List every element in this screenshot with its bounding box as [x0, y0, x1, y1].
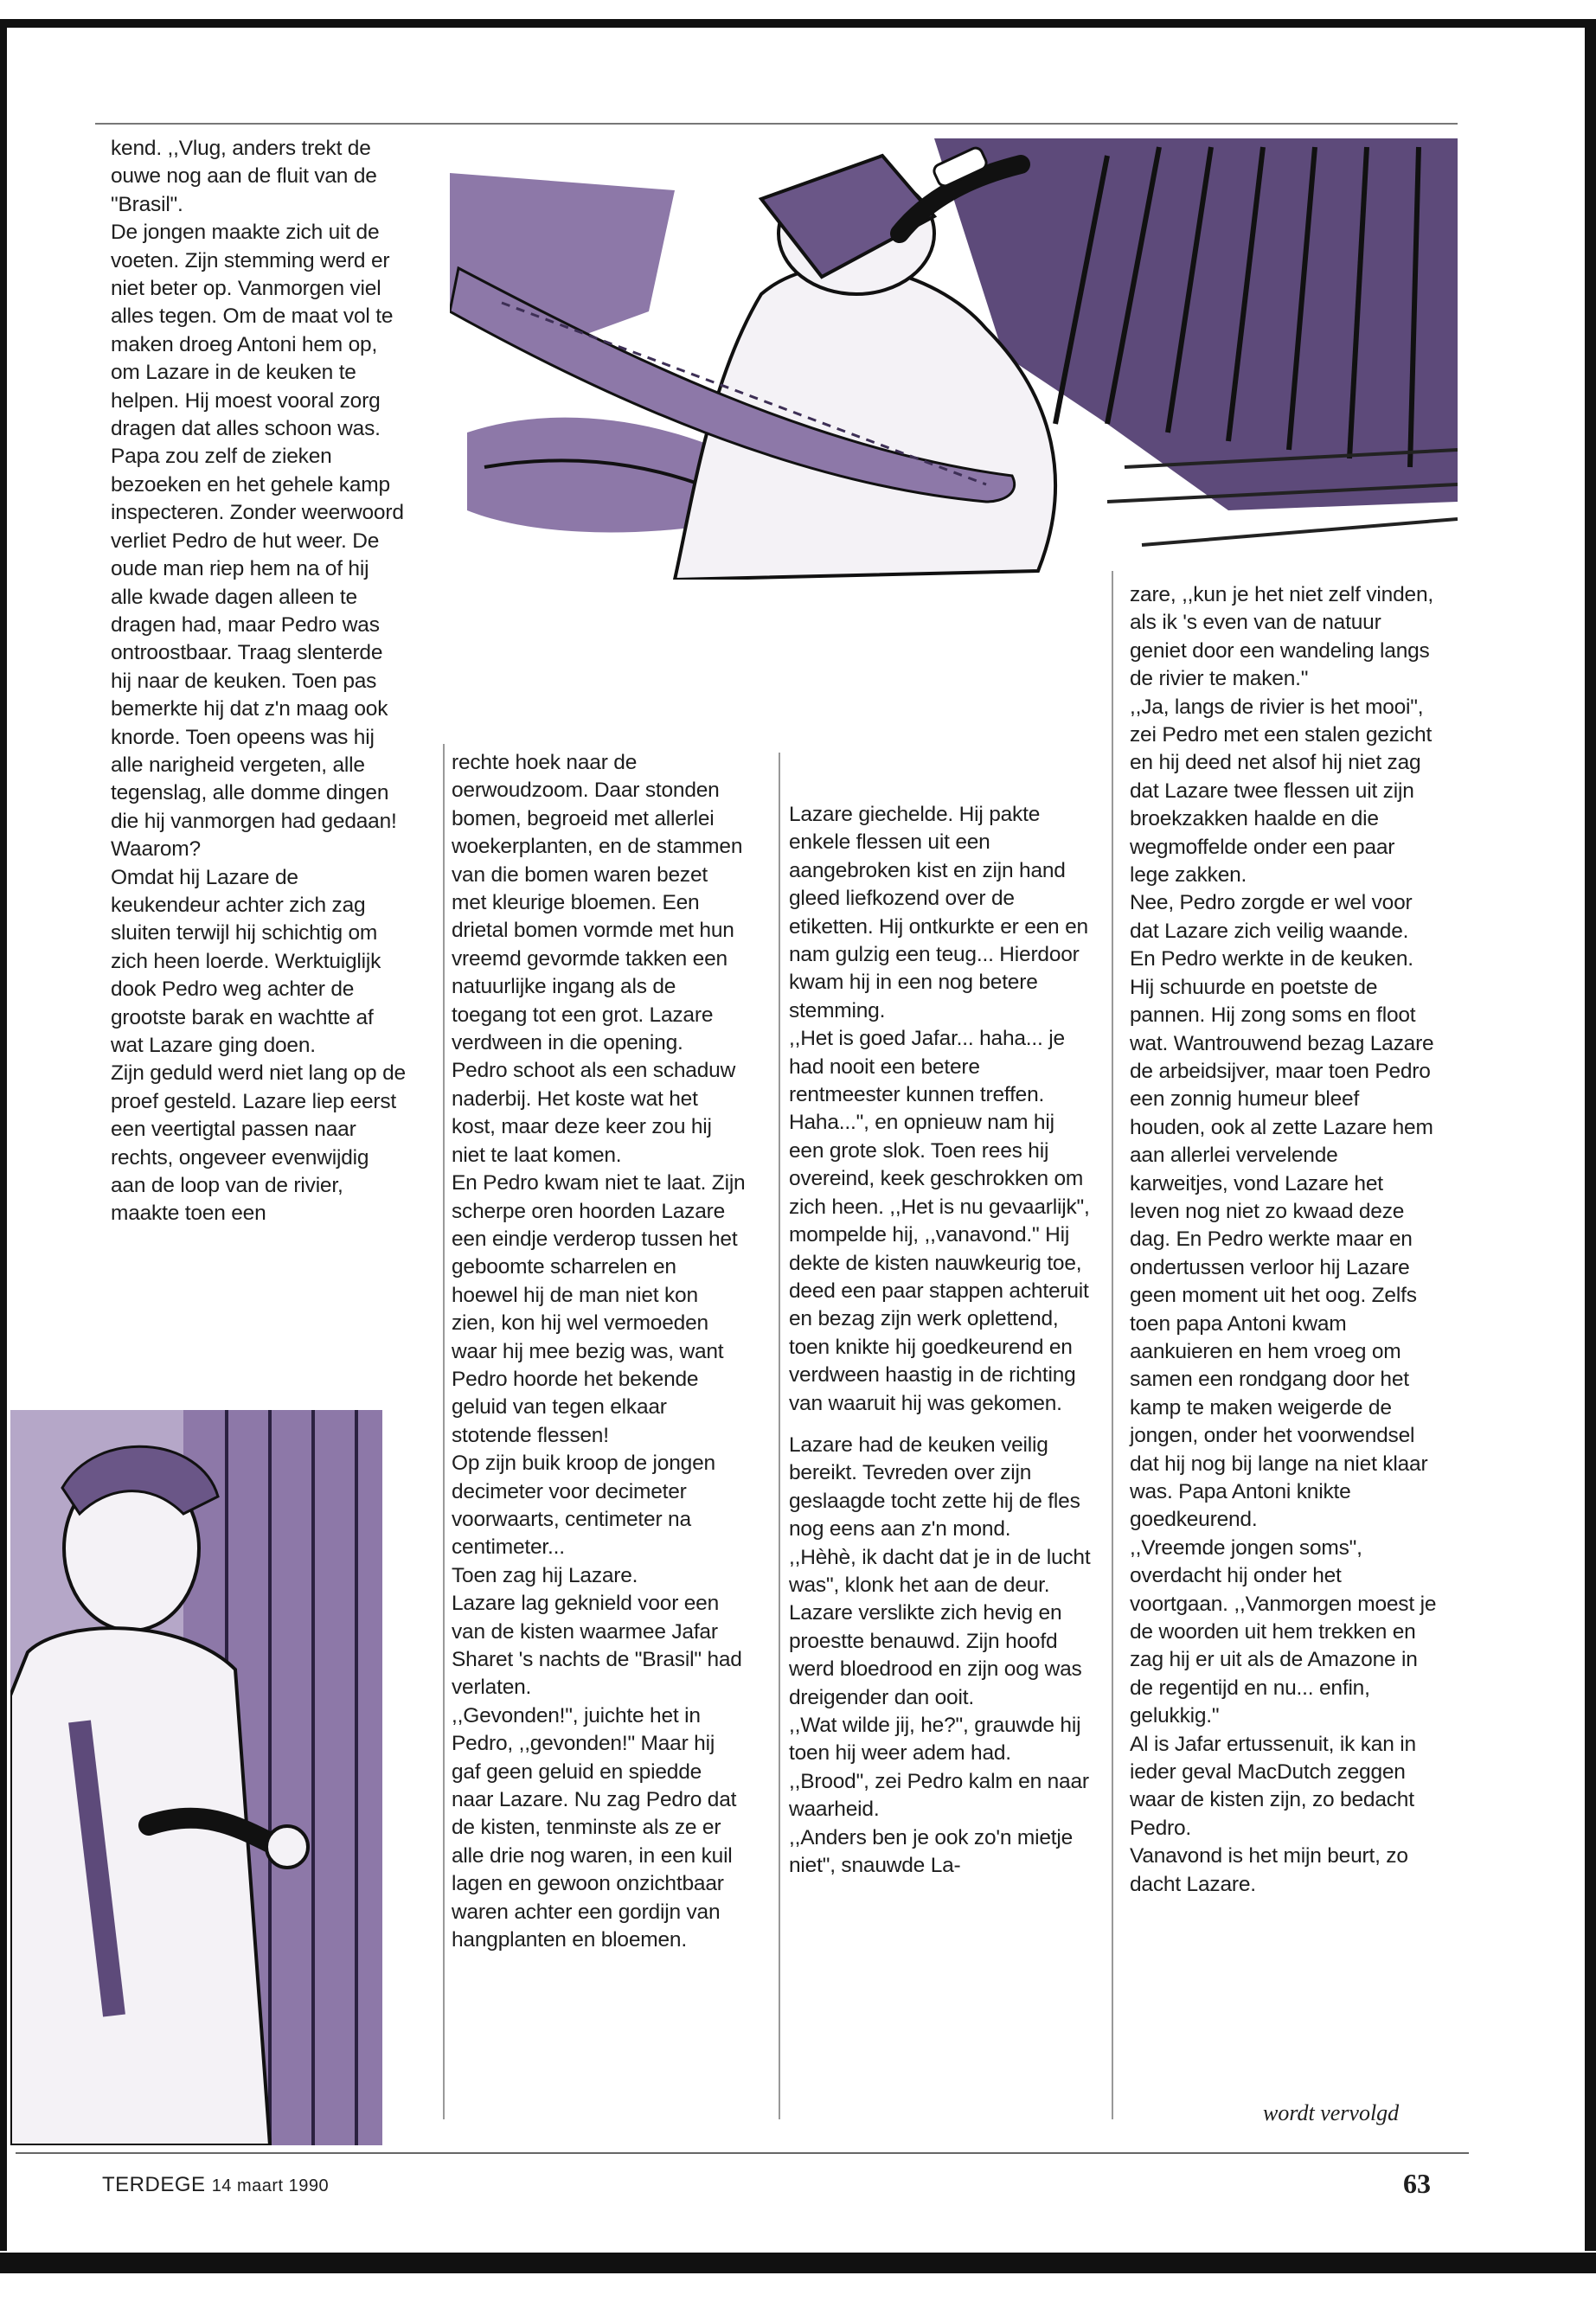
column-separator	[779, 753, 780, 2119]
paragraph: ,,Anders ben je ook zo'n mietje niet", snauwde La-	[789, 1825, 1074, 1878]
illustration-drinking-man	[450, 138, 1458, 580]
footer-magazine	[102, 2173, 329, 2197]
paragraph: Lazare giechelde. Hij pakte enkele flessen uit een aangebroken kist en zijn hand gleed liefkozend over de etiketten. Hij ontkurkte er een en nam gulzig een teug... Hierdoor kwam hij in een nog betere stemming.	[789, 803, 1088, 1022]
paragraph: ,,Vreemde jongen soms", overdacht hij onder het voortgaan. ,,Vanmorgen moest je de woorden uit hem trekken en zag hij er uit als de Amazone in de regentijd en nu... enfin, gelukkig."	[1130, 1535, 1437, 1728]
paragraph: ,,Gevonden!", juichte het in Pedro, ,,gevonden!" Maar hij gaf geen geluid en spiedde naar Lazare. Nu zag Pedro dat de kisten, tenminste als ze er alle drie nog waren, in een kuil lagen en gewoon onzichtbaar waren achter een gordijn van hangplanten en bloemen.	[452, 1703, 737, 1952]
paragraph: ,,Het is goed Jafar... haha... je had nooit een betere rentmeester kunnen treffen. Haha...", en opnieuw nam hij een grote slok. Toen rees hij overeind, keek geschrokken om zich heen. ,,Het is nu gevaarlijk", mompelde hij, ,,vanavond." Hij dekte de kisten nauwkeurig toe, deed een paar stappen achteruit en bezag zijn werk oplettend, toen knikte hij goedkeurend en verdween haastig in de richting van waaruit hij was gekomen.	[789, 1027, 1090, 1415]
page-number: 63	[1403, 2168, 1431, 2199]
page-frame-right	[1585, 19, 1596, 2251]
illustration-man-at-door	[10, 1410, 382, 2145]
column-separator	[443, 744, 445, 2119]
paragraph: ,,Ja, langs de rivier is het mooi", zei Pedro met een stalen gezicht en hij deed net alsof hij niet zag dat Lazare twee flessen uit zijn broekzakken haalde en die wegmoffelde onder een paar lege zakken.	[1130, 695, 1433, 888]
paragraph: Nee, Pedro zorgde er wel voor dat Lazare zich veilig waande. En Pedro werkte in de keuken. Hij schuurde en poetste de pannen. Hij zong soms en floot wat. Wantrouwend bezag Lazare de arbeidsijver, maar toen Pedro een zonnig humeur bleef houden, ook al zette Lazare hem aan allerlei vervelende karweitjes, vond Lazare het leven nog niet zo kwaad deze dag. En Pedro werkte maar en ondertussen verloor hij Lazare geen moment uit het oog. Zelfs toen papa Antoni kwam aankuieren en hem vroeg om samen een rondgang door het kamp te maken weigerde de jongen, onder het voorwendsel dat hij nog bij lange na niet klaar was. Papa Antoni knikte goedkeurend.	[1130, 891, 1434, 1532]
magazine-name: TERDEGE	[102, 2173, 206, 2196]
paragraph: Al is Jafar ertussenuit, ik kan in ieder geval MacDutch zeggen waar de kisten zijn, zo bedacht Pedro.	[1130, 1732, 1416, 1840]
paragraph: Waarom?	[111, 837, 201, 862]
paragraph: En Pedro kwam niet te laat. Zijn scherpe oren hoorden Lazare een eindje verderop tussen het geboomte scharrelen en hoewel hij de man niet kon zien, kon hij wel vermoeden waar hij mee bezig was, want Pedro hoorde het bekende geluid van tegen elkaar stotende flessen!	[452, 1171, 746, 1447]
paragraph: De jongen maakte zich uit de voeten. Zijn stemming werd er niet beter op. Vanmorgen viel alles tegen. Om de maat vol te maken droeg Antoni hem op, om Lazare in de keuken te helpen. Hij moest vooral zorg dragen dat alles schoon was. Papa zou zelf de zieken bezoeken en het gehele kamp inspecteren. Zonder weerwoord verliet Pedro de hut weer. De oude man riep hem na of hij alle kwade dagen alleen te dragen had, maar Pedro was ontroostbaar. Traag slenterde hij naar de keuken. Toen pas bemerkte hij dat z'n maag ook knorde. Toen opeens was hij alle narigheid vergeten, alle tegenslag, alle domme dingen die hij vanmorgen had gedaan!	[111, 221, 404, 833]
issue-date: 14 maart 1990	[211, 2176, 330, 2195]
paragraph: ,,Hèhè, ik dacht dat je in de lucht was", klonk het aan de deur.	[789, 1545, 1091, 1597]
paragraph: Op zijn buik kroop de jongen decimeter voor decimeter voorwaarts, centimeter na centimeter...	[452, 1452, 715, 1560]
paragraph: Toen zag hij Lazare.	[452, 1563, 638, 1587]
paragraph: kend. ,,Vlug, anders trekt de ouwe nog aan de fluit van de "Brasil".	[111, 137, 377, 216]
paragraph: Lazare lag geknield voor een van de kisten waarmee Jafar Sharet 's nachts de "Brasil" had verlaten.	[452, 1592, 742, 1700]
bottom-rule	[16, 2152, 1469, 2154]
paragraph: Vanavond is het mijn beurt, zo dacht Lazare.	[1130, 1844, 1408, 1896]
page-frame-top	[0, 19, 1596, 28]
continued-note: wordt vervolgd	[1263, 2100, 1400, 2125]
page-frame-left	[0, 19, 7, 2251]
text-column-2	[452, 749, 746, 1954]
page-frame-bottom	[0, 2253, 1596, 2273]
text-column-1	[111, 135, 407, 1228]
paragraph: Pedro schoot als een schaduw naderbij. Het koste wat het kost, maar deze keer zou hij niet te laat komen.	[452, 1059, 736, 1167]
paragraph: rechte hoek naar de oerwoudzoom. Daar stonden bomen, begroeid met allerlei woekerplanten, en de stammen van die bomen waren bezet met kleurige bloemen. Een drietal bomen vormde met hun vreemd gevormde takken een natuurlijke ingang als de toegang tot een grot. Lazare verdween in die opening.	[452, 751, 743, 1055]
text-column-4	[1130, 581, 1438, 1899]
paragraph: ,,Brood", zei Pedro kalm en naar waarheid.	[789, 1769, 1089, 1822]
paragraph: Lazare had de keuken veilig bereikt. Tevreden over zijn geslaagde tocht zette hij de fles nog eens aan z'n mond.	[789, 1433, 1080, 1541]
paragraph: ,,Wat wilde jij, he?", grauwde hij toen hij weer adem had.	[789, 1714, 1081, 1766]
paragraph: Zijn geduld werd niet lang op de proef gesteld. Lazare liep eerst een veertigtal passen naar rechts, ongeveer evenwijdig aan de loop van de rivier, maakte toen een	[111, 1061, 406, 1226]
paragraph: Lazare verslikte zich hevig en proestte benauwd. Zijn hoofd werd bloedrood en zijn oog was dreigender dan ooit.	[789, 1601, 1082, 1709]
text-column-3	[789, 801, 1092, 1880]
top-rule	[95, 123, 1458, 125]
paragraph: Omdat hij Lazare de keukendeur achter zich zag sluiten terwijl hij schichtig om zich heen loerde. Werktuiglijk dook Pedro weg achter de grootste barak en wachtte af wat Lazare ging doen.	[111, 865, 381, 1057]
paragraph: zare, ,,kun je het niet zelf vinden, als ik 's even van de natuur geniet door een wandeling langs de rivier te maken."	[1130, 583, 1433, 691]
column-separator	[1112, 571, 1113, 2119]
